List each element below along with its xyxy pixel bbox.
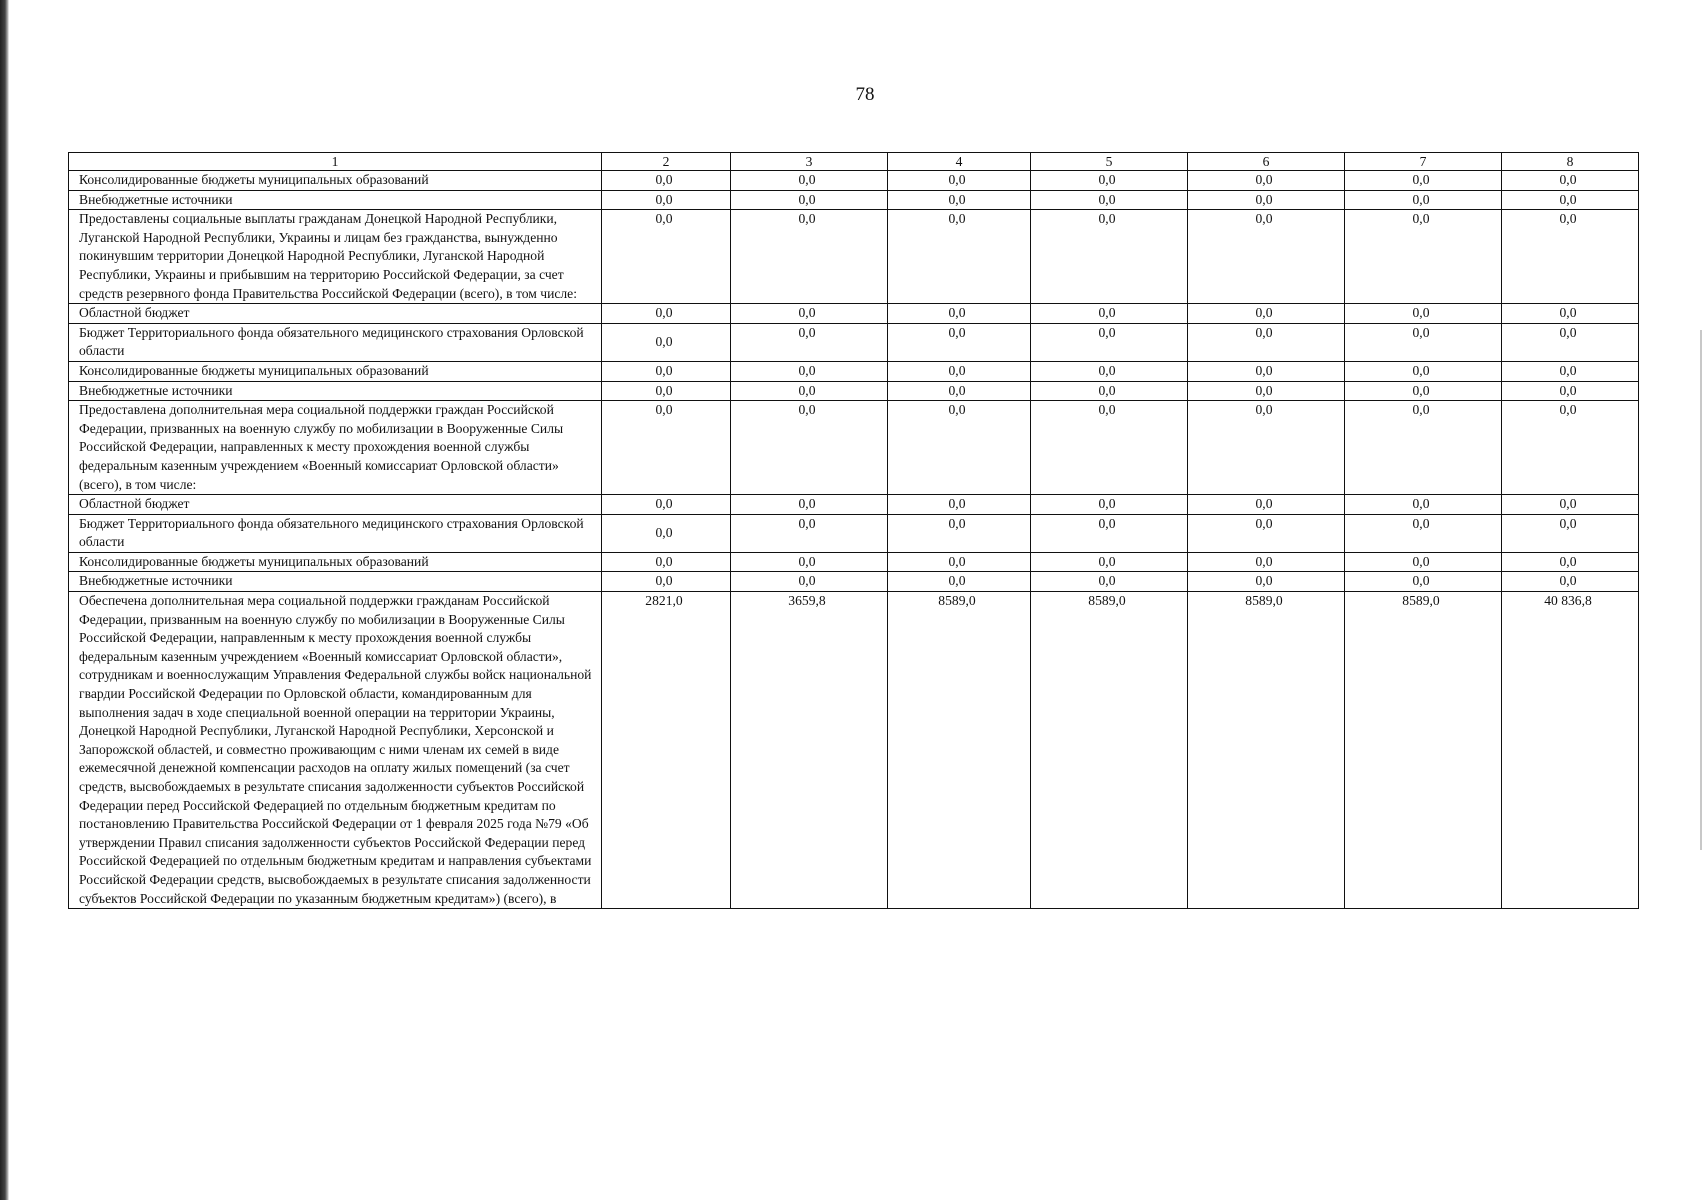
value-cell: 0,0 [602,171,731,191]
header-cell: 6 [1188,153,1345,171]
value-cell: 0,0 [888,401,1031,495]
scan-left-edge [0,0,9,1200]
header-cell: 1 [69,153,602,171]
row-label: Бюджет Территориального фонда обязательного медицинского страхования Орловской области [69,323,602,361]
table-row [69,495,1639,515]
value-cell: 0,0 [731,514,888,552]
value-cell: 0,0 [888,381,1031,401]
value-cell: 0,0 [888,190,1031,210]
value-cell: 0,0 [1502,190,1639,210]
value-cell: 0,0 [1502,361,1639,381]
value-cell: 0,0 [1031,552,1188,572]
value-cell: 0,0 [1031,304,1188,324]
value-cell: 0,0 [888,552,1031,572]
value-cell: 0,0 [602,572,731,592]
value-cell: 0,0 [888,171,1031,191]
value-cell: 0,0 [1188,190,1345,210]
value-cell: 0,0 [1031,171,1188,191]
value-cell: 0,0 [1345,361,1502,381]
scan-right-edge [1700,330,1702,850]
value-cell: 0,0 [1502,381,1639,401]
value-cell: 0,0 [1031,361,1188,381]
value-cell: 0,0 [602,210,731,304]
value-cell: 0,0 [888,304,1031,324]
value-cell: 0,0 [1502,171,1639,191]
value-cell: 0,0 [602,401,731,495]
header-cell: 8 [1502,153,1639,171]
value-cell: 0,0 [731,552,888,572]
value-cell: 0,0 [1031,210,1188,304]
value-cell: 0,0 [1188,495,1345,515]
value-cell: 0,0 [602,514,731,552]
value-cell: 0,0 [731,171,888,191]
value-cell: 0,0 [1188,361,1345,381]
value-cell: 0,0 [602,323,731,361]
value-cell: 0,0 [1345,495,1502,515]
value-cell: 0,0 [888,361,1031,381]
header-cell: 7 [1345,153,1502,171]
table-header-row [69,153,1639,171]
value-cell: 0,0 [1502,514,1639,552]
header-cell: 5 [1031,153,1188,171]
row-label: Обеспечена дополнительная мера социальной поддержки гражданам Российской Федерации, призванным на военную службу по мобилизации в Вооруженные Силы Российской Федерации, направленным к месту прохождения военной службы федеральным казенным учреждением «Военный комиссариат Орловской области», сотрудникам и военнослужащим Управления Федеральной службы войск национальной гвардии Российской Федерации по Орловской области, командированным для выполнения задач в ходе специальной военной операции на территории Украины, Донецкой Народной Республики, Луганской Народной Республики, Херсонской и Запорожской областей, и совместно проживающим с ними членам их семей в виде ежемесячной денежной компенсации расходов на оплату жилых помещений (за счет средств, высвобождаемых в результате списания задолженности субъектов Российской Федерации перед Российской Федерацией по отдельным бюджетным кредитам по постановлению Правительства Российской Федерации от 1 февраля 2025 года №79 «Об утверждении Правил списания задолженности субъектов Российской Федерации перед Российской Федерацией по отдельным бюджетным кредитам и направления субъектами Российской Федерации средств, высвобождаемых в результате списания задолженности субъектов Российской Федерации по указанным бюджетным кредитам») (всего), в [69,592,602,909]
value-cell: 0,0 [1188,210,1345,304]
value-cell: 0,0 [602,304,731,324]
value-cell: 0,0 [1031,401,1188,495]
value-cell: 3659,8 [731,592,888,909]
value-cell: 0,0 [1031,381,1188,401]
value-cell: 0,0 [1031,190,1188,210]
value-cell: 0,0 [888,323,1031,361]
table-row [69,304,1639,324]
table-row [69,592,1639,909]
row-label: Внебюджетные источники [69,572,602,592]
row-label: Областной бюджет [69,495,602,515]
table-row [69,572,1639,592]
value-cell: 0,0 [731,304,888,324]
value-cell: 0,0 [602,495,731,515]
value-cell: 0,0 [1188,323,1345,361]
value-cell: 0,0 [1502,304,1639,324]
value-cell: 0,0 [731,190,888,210]
value-cell: 0,0 [1345,552,1502,572]
value-cell: 0,0 [731,572,888,592]
value-cell: 0,0 [731,401,888,495]
table-row [69,381,1639,401]
value-cell: 0,0 [888,495,1031,515]
value-cell: 8589,0 [1188,592,1345,909]
value-cell: 0,0 [602,552,731,572]
row-label: Бюджет Территориального фонда обязательного медицинского страхования Орловской области [69,514,602,552]
row-label: Консолидированные бюджеты муниципальных образований [69,171,602,191]
value-cell: 0,0 [1345,401,1502,495]
value-cell: 0,0 [602,361,731,381]
value-cell: 0,0 [1502,401,1639,495]
value-cell: 0,0 [1345,210,1502,304]
value-cell: 0,0 [602,381,731,401]
row-label: Внебюджетные источники [69,190,602,210]
table-row [69,210,1639,304]
value-cell: 8589,0 [1345,592,1502,909]
table-row [69,361,1639,381]
value-cell: 8589,0 [1031,592,1188,909]
header-cell: 2 [602,153,731,171]
budget-table [68,152,1639,909]
header-cell: 4 [888,153,1031,171]
value-cell: 40 836,8 [1502,592,1639,909]
value-cell: 0,0 [1188,401,1345,495]
value-cell: 0,0 [1188,514,1345,552]
value-cell: 0,0 [731,381,888,401]
value-cell: 0,0 [1188,171,1345,191]
value-cell: 0,0 [1502,495,1639,515]
value-cell: 0,0 [1502,323,1639,361]
row-label: Консолидированные бюджеты муниципальных образований [69,361,602,381]
value-cell: 0,0 [731,323,888,361]
value-cell: 0,0 [1502,572,1639,592]
row-label: Консолидированные бюджеты муниципальных образований [69,552,602,572]
value-cell: 0,0 [888,210,1031,304]
value-cell: 0,0 [1345,514,1502,552]
value-cell: 0,0 [1188,304,1345,324]
row-label: Предоставлена дополнительная мера социальной поддержки граждан Российской Федерации, призванных на военную службу по мобилизации в Вооруженные Силы Российской Федерации, направленных к месту прохождения военной службы федеральным казенным учреждением «Военный комиссариат Орловской области» (всего), в том числе: [69,401,602,495]
value-cell: 0,0 [1345,304,1502,324]
value-cell: 0,0 [1345,572,1502,592]
value-cell: 0,0 [1188,381,1345,401]
value-cell: 0,0 [1345,190,1502,210]
table-row [69,401,1639,495]
table-row [69,190,1639,210]
table-row [69,552,1639,572]
value-cell: 0,0 [888,514,1031,552]
value-cell: 0,0 [1345,171,1502,191]
value-cell: 0,0 [602,190,731,210]
value-cell: 0,0 [731,495,888,515]
value-cell: 0,0 [1031,514,1188,552]
value-cell: 0,0 [731,361,888,381]
row-label: Внебюджетные источники [69,381,602,401]
value-cell: 0,0 [1345,323,1502,361]
table-row [69,323,1639,361]
value-cell: 0,0 [1502,210,1639,304]
value-cell: 0,0 [1345,381,1502,401]
value-cell: 0,0 [1502,552,1639,572]
value-cell: 0,0 [1188,552,1345,572]
table-row [69,171,1639,191]
value-cell: 8589,0 [888,592,1031,909]
row-label: Предоставлены социальные выплаты гражданам Донецкой Народной Республики, Луганской Народной Республики, Украины и лицам без гражданства, вынужденно покинувшим территории Донецкой Народной Республики, Луганской Народной Республики, Украины и прибывшим на территорию Российской Федерации, за счет средств резервного фонда Правительства Российской Федерации (всего), в том числе: [69,210,602,304]
row-label: Областной бюджет [69,304,602,324]
header-cell: 3 [731,153,888,171]
value-cell: 0,0 [1031,323,1188,361]
value-cell: 0,0 [731,210,888,304]
value-cell: 0,0 [1031,495,1188,515]
table-row [69,514,1639,552]
value-cell: 2821,0 [602,592,731,909]
value-cell: 0,0 [1188,572,1345,592]
page-number: 78 [855,84,875,105]
value-cell: 0,0 [888,572,1031,592]
value-cell: 0,0 [1031,572,1188,592]
